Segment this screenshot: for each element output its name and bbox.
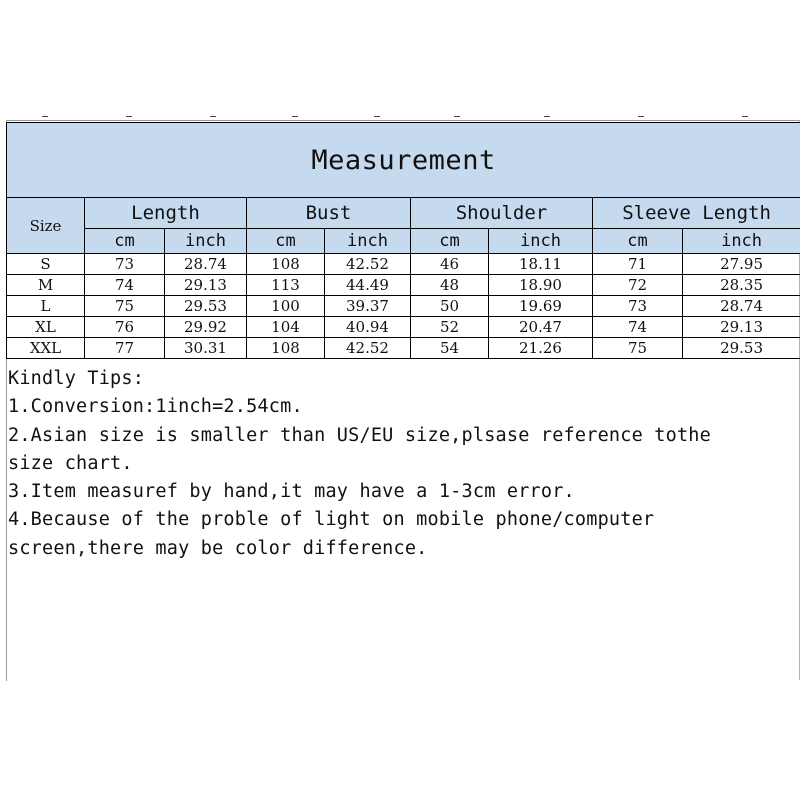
unit-cm: cm [411, 229, 489, 254]
size-cell: L [7, 296, 85, 317]
value-cell: 108 [247, 338, 325, 359]
tip-line: screen,there may be color difference. [8, 537, 428, 559]
value-cell: 76 [85, 317, 165, 338]
value-cell: 104 [247, 317, 325, 338]
title-row [7, 123, 800, 198]
unit-header-row [7, 229, 800, 254]
size-cell: XXL [7, 338, 85, 359]
unit-inch: inch [489, 229, 593, 254]
unit-inch: inch [683, 229, 800, 254]
value-cell: 73 [85, 254, 165, 275]
size-chart-table [6, 122, 800, 359]
unit-cm: cm [85, 229, 165, 254]
unit-inch: inch [165, 229, 247, 254]
tips-heading: Kindly Tips: [8, 368, 145, 389]
tip-line: 3.Item measuref by hand,it may have a 1-3cm error. [8, 481, 575, 503]
value-cell: 44.49 [325, 275, 411, 296]
value-cell: 52 [411, 317, 489, 338]
value-cell: 48 [411, 275, 489, 296]
table-row [7, 317, 800, 338]
size-cell: XL [7, 317, 85, 338]
value-cell: 74 [593, 317, 683, 338]
value-cell: 29.53 [683, 338, 800, 359]
value-cell: 27.95 [683, 254, 800, 275]
table-row [7, 338, 800, 359]
value-cell: 28.35 [683, 275, 800, 296]
value-cell: 28.74 [165, 254, 247, 275]
table-row [7, 254, 800, 275]
value-cell: 29.13 [165, 275, 247, 296]
value-cell: 28.74 [683, 296, 800, 317]
value-cell: 72 [593, 275, 683, 296]
value-cell: 29.53 [165, 296, 247, 317]
value-cell: 19.69 [489, 296, 593, 317]
value-cell: 20.47 [489, 317, 593, 338]
value-cell: 42.52 [325, 254, 411, 275]
value-cell: 29.13 [683, 317, 800, 338]
table-row [7, 296, 800, 317]
tip-line: 2.Asian size is smaller than US/EU size,plsase reference tothe [8, 424, 711, 446]
length-header: Length [85, 198, 247, 229]
value-cell: 113 [247, 275, 325, 296]
value-cell: 77 [85, 338, 165, 359]
sleeve-length-header: Sleeve Length [593, 198, 800, 229]
value-cell: 29.92 [165, 317, 247, 338]
value-cell: 100 [247, 296, 325, 317]
kindly-tips [8, 365, 798, 563]
value-cell: 108 [247, 254, 325, 275]
tip-line: size chart. [8, 452, 133, 474]
value-cell: 18.90 [489, 275, 593, 296]
shoulder-header: Shoulder [411, 198, 593, 229]
value-cell: 39.37 [325, 296, 411, 317]
size-cell: M [7, 275, 85, 296]
tip-line: 4.Because of the proble of light on mobile phone/computer [8, 509, 655, 531]
group-header-row [7, 198, 800, 229]
bust-header: Bust [247, 198, 411, 229]
size-cell: S [7, 254, 85, 275]
size-column-header: Size [7, 198, 85, 254]
tip-line: 1.Conversion:1inch=2.54cm. [8, 396, 303, 418]
value-cell: 74 [85, 275, 165, 296]
value-cell: 71 [593, 254, 683, 275]
value-cell: 40.94 [325, 317, 411, 338]
unit-cm: cm [247, 229, 325, 254]
table-title: Measurement [7, 123, 800, 198]
unit-cm: cm [593, 229, 683, 254]
value-cell: 42.52 [325, 338, 411, 359]
value-cell: 21.26 [489, 338, 593, 359]
value-cell: 75 [85, 296, 165, 317]
value-cell: 54 [411, 338, 489, 359]
value-cell: 46 [411, 254, 489, 275]
value-cell: 73 [593, 296, 683, 317]
value-cell: 30.31 [165, 338, 247, 359]
value-cell: 75 [593, 338, 683, 359]
value-cell: 50 [411, 296, 489, 317]
value-cell: 18.11 [489, 254, 593, 275]
unit-inch: inch [325, 229, 411, 254]
table-row [7, 275, 800, 296]
